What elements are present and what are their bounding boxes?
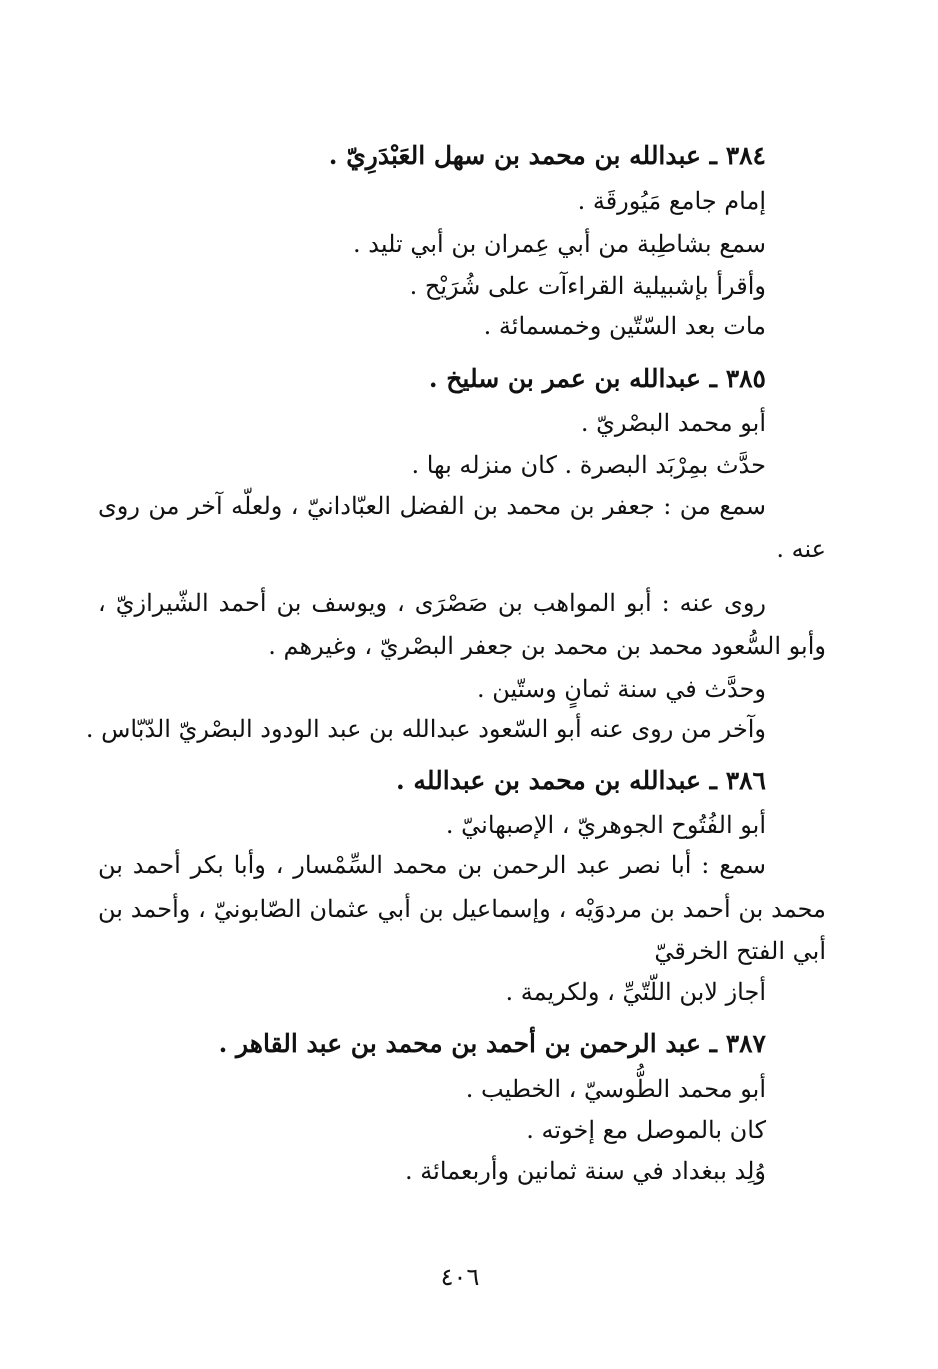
- page-number: ٤٠٦: [440, 1263, 480, 1291]
- entry-384-line-2: سمع بشاطِبة من أبي عِمران بن أبي تليد .: [352, 230, 766, 258]
- entry-385-line-6: وأبو السُّعود محمد بن محمد بن جعفر البصْريّ ، وغيرهم .: [268, 632, 826, 660]
- entry-384-line-3: وأقرأ بإشبيلية القراءآت على شُرَيْح .: [409, 272, 766, 300]
- entry-386-line-4: أبي الفتح الخرقيّ: [654, 937, 826, 965]
- entry-387-line-2: كان بالموصل مع إخوته .: [526, 1116, 766, 1144]
- entry-385-line-2: حدَّث بمِرْبَد البصرة . كان منزله بها .: [411, 451, 766, 479]
- entry-385-line-4: عنه .: [776, 535, 826, 563]
- entry-384-heading: ٣٨٤ ـ عبدالله بن محمد بن سهل العَبْدَرِيّ .: [328, 141, 766, 170]
- entry-385-line-1: أبو محمد البصْريّ .: [580, 409, 766, 437]
- entry-386-line-2: سمع : أبا نصر عبد الرحمن بن محمد السِّمْسار ، وأبا بكر أحمد بن: [98, 851, 766, 879]
- entry-387-line-1: أبو محمد الطُّوسيّ ، الخطيب .: [465, 1075, 766, 1103]
- entry-387-heading: ٣٨٧ ـ عبد الرحمن بن أحمد بن محمد بن عبد القاهر .: [218, 1029, 766, 1058]
- entry-385-line-8: وآخر من روى عنه أبو السّعود عبدالله بن عبد الودود البصْريّ الدّبّاس .: [85, 715, 766, 743]
- entry-386-line-5: أجاز لابن اللّتّيِّ ، ولكريمة .: [505, 978, 766, 1006]
- entry-386-heading: ٣٨٦ ـ عبدالله بن محمد بن عبدالله .: [396, 766, 766, 795]
- entry-384-line-1: إمام جامع مَيُورقَة .: [577, 187, 766, 215]
- entry-385-heading: ٣٨٥ ـ عبدالله بن عمر بن سليخ .: [428, 364, 766, 393]
- entry-384-line-4: مات بعد السّتّين وخمسمائة .: [483, 312, 766, 340]
- entry-386-line-3: محمد بن أحمد بن مردوَيْه ، وإسماعيل بن أبي عثمان الصّابونيّ ، وأحمد بن: [98, 895, 826, 923]
- entry-385-line-5: روى عنه : أبو المواهب بن صَصْرَى ، ويوسف بن أحمد الشّيرازيّ ،: [98, 589, 766, 617]
- entry-385-line-7: وحدَّث في سنة ثمانٍ وستّين .: [476, 675, 766, 703]
- entry-386-line-1: أبو الفُتُوح الجوهريّ ، الإصبهانيّ .: [445, 811, 766, 839]
- entry-387-line-3: وُلِد ببغداد في سنة ثمانين وأربعمائة .: [405, 1157, 766, 1185]
- entry-385-line-3: سمع من : جعفر بن محمد بن الفضل العبّادانيّ ، ولعلّه آخر من روى: [98, 492, 766, 520]
